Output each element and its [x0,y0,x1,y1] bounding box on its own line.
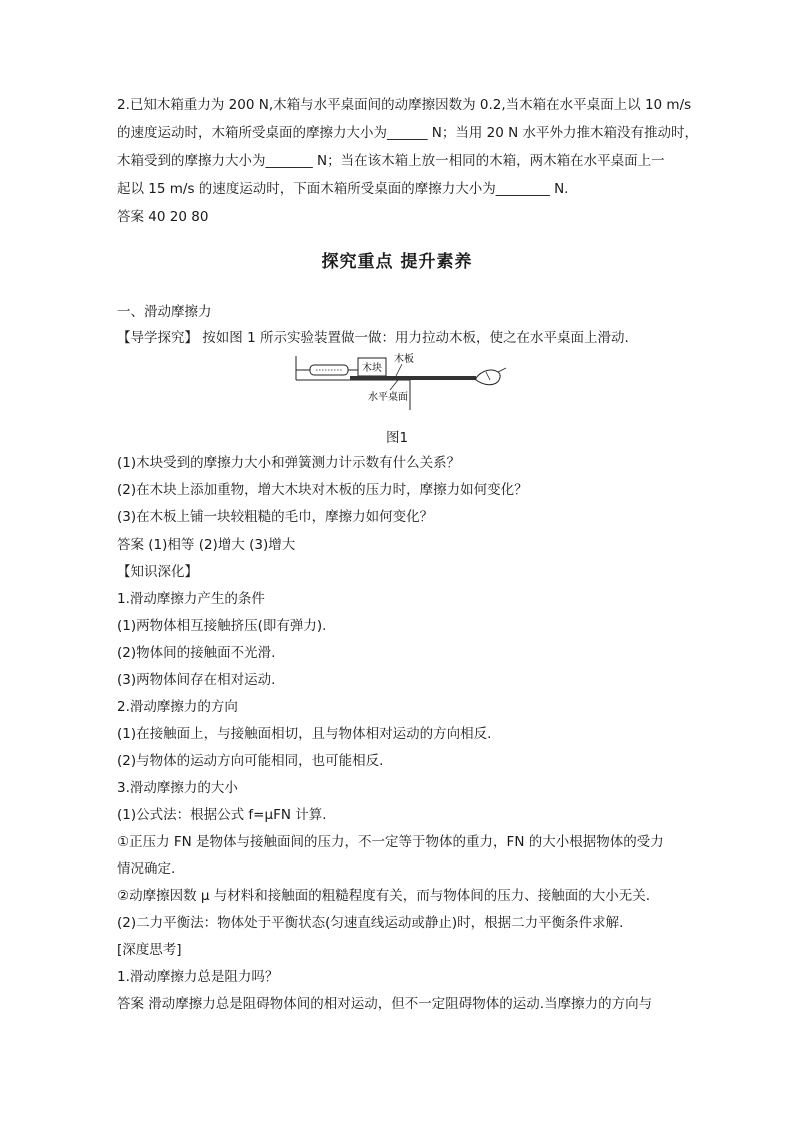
q2-line-2: 的速度运动时，木箱所受桌面的摩擦力大小为______ N；当用 20 N 水平外力推木箱没有推动时， [117,125,699,141]
deep-thinking-heading: [深度思考] [117,942,182,958]
q2-line-4: 起以 15 m/s 的速度运动时，下面木箱所受桌面的摩擦力大小为________ N. [117,181,569,197]
part1-answer: 答案 (1)相等 (2)增大 (3)增大 [117,537,296,553]
condition-1: (1)两物体相互接触挤压(即有弹力). [117,618,327,634]
deep-answer: 答案 滑动摩擦力总是阻碍物体间的相对运动，但不一定阻碍物体的运动.当摩擦力的方向与 [117,996,653,1012]
direction-title: 2.滑动摩擦力的方向 [117,699,238,715]
hand-icon [476,370,500,385]
condition-title: 1.滑动摩擦力产生的条件 [117,591,265,607]
condition-3: (3)两物体间存在相对运动. [117,672,276,688]
question-1: (1)木块受到的摩擦力大小和弹簧测力计示数有什么关系？ [117,455,461,471]
q2-line-3: 木箱受到的摩擦力大小为_______ N；当在该木箱上放一相同的木箱，两木箱在水平桌面上一 [117,153,665,169]
board-plank [350,376,476,380]
question-3: (3)在木板上铺一块较粗糙的毛巾，摩擦力如何变化？ [117,509,434,525]
balance-method: (2)二力平衡法：物体处于平衡状态(匀速直线运动或静止)时，根据二力平衡条件求解. [117,915,624,931]
question-2: (2)在木块上添加重物，增大木块对木板的压力时，摩擦力如何变化？ [117,482,528,498]
direction-2: (2)与物体的运动方向可能相同，也可能相反. [117,753,384,769]
guide-explore: 【导学探究】 按如图 1 所示实验装置做一做：用力拉动木板，使之在水平桌面上滑动. [117,330,629,346]
condition-2: (2)物体间的接触面不光滑. [117,645,276,661]
normal-force-note-2: 情况确定. [117,861,176,877]
normal-force-note-1: ①正压力 FN 是物体与接触面间的压力，不一定等于物体的重力，FN 的大小根据物体的受力 [117,834,664,850]
section-title: 探究重点 提升素养 [321,252,473,272]
figure-caption: 图1 [385,430,409,446]
q2-answer: 答案 40 20 80 [117,209,209,225]
magnitude-title: 3.滑动摩擦力的大小 [117,780,238,796]
part1-heading: 一、滑动摩擦力 [117,304,212,320]
q2-line-1: 2.已知木箱重力为 200 N,木箱与水平桌面间的动摩擦因数为 0.2,当木箱在水平桌面上以 10 m/s [117,97,692,113]
knowledge-heading: 【知识深化】 [117,564,198,580]
table-label: 水平桌面 [368,392,408,403]
direction-1: (1)在接触面上，与接触面相切，且与物体相对运动的方向相反. [117,726,492,742]
block-label: 木块 [362,363,382,374]
formula-method: (1)公式法：根据公式 f=μFN 计算. [117,807,327,823]
experiment-figure [290,352,510,414]
board-label: 木板 [394,354,414,365]
friction-coefficient-note: ②动摩擦因数 μ 与材料和接触面的粗糙程度有关，而与物体间的压力、接触面的大小无关. [117,888,651,904]
deep-question-1: 1.滑动摩擦力总是阻力吗？ [117,969,279,985]
